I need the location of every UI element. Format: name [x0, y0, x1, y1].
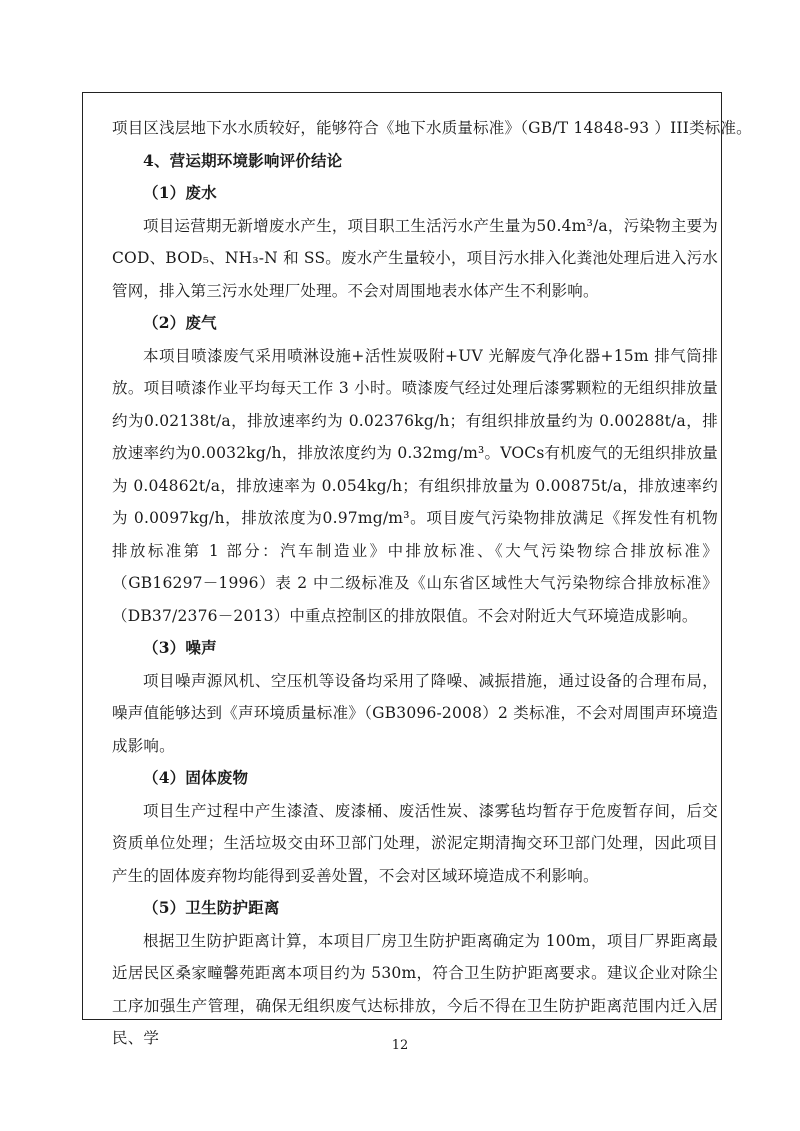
solid-waste-heading: （4）固体废物 [143, 768, 249, 787]
solid-waste-paragraph: 项目生产过程中产生漆渣、废漆桶、废活性炭、漆雾毡均暂存于危废暂存间，后交资质单位处理；生活垃圾交由环卫部门处理，淤泥定期清掏交环卫部门处理，因此项目产生的固体废弃物均能得到妥善处置，不会对区域环境造成不利影响。 [112, 801, 718, 885]
document-body [112, 112, 752, 1055]
noise-heading: （3）噪声 [143, 638, 217, 657]
protection-distance-paragraph: 根据卫生防护距离计算，本项目厂房卫生防护距离确定为 100m，项目厂界距离最近居民区桑家疃馨苑距离本项目约为 530m，符合卫生防护距离要求。建议企业对除尘工序加强生产管理，确保无组织废气达标排放，今后不得在卫生防护距离范围内迁入居民、学 [112, 931, 718, 1047]
noise-paragraph: 项目噪声源风机、空压机等设备均采用了降噪、减振措施，通过设备的合理布局，噪声值能够达到《声环境质量标准》（GB3096-2008）2 类标准，不会对周围声环境造成影响。 [112, 671, 718, 755]
section-4-heading: 4、营运期环境影响评价结论 [143, 150, 343, 170]
air-paragraph: 本项目喷漆废气采用喷淋设施+活性炭吸附+UV 光解废气净化器+15m 排气筒排放。项目喷漆作业平均每天工作 3 小时。喷漆废气经过处理后漆雾颗粒的无组织排放量约为0.02138t/a，排放速率约为 0.02376kg/h；有组织排放量约为 0.00288t/a，排放速率约为0.0032kg/h，排放浓度约为 0.32mg/m³。VOCs有机废气的无组织排放量为 0.04862t/a，排放速率为 0.054kg/h；有组织排放量为 0.00875t/a，排放速率约为 0.0097kg/h，排放浓度为0.97mg/m³。项目废气污染物排放满足《挥发性有机物排放标准第 1 部分：汽车制造业》中排放标准、《大气污染物综合排放标准》（GB16297－1996）表 2 中二级标准及《山东省区域性大气污染物综合排放标准》（DB37/2376－2013）中重点控制区的排放限值。不会对附近大气环境造成影响。 [112, 346, 718, 625]
protection-distance-heading: （5）卫生防护距离 [143, 898, 280, 917]
page-number: 12 [391, 1038, 409, 1053]
air-heading: （2）废气 [143, 313, 217, 332]
wastewater-paragraph: 项目运营期无新增废水产生，项目职工生活污水产生量为50.4m³/a，污染物主要为COD、BOD₅、NH₃-N 和 SS。废水产生量较小，项目污水排入化粪池处理后进入污水管网，排入第三污水处理厂处理。不会对周围地表水体产生不利影响。 [112, 216, 718, 300]
wastewater-heading: （1）废水 [143, 183, 217, 202]
groundwater-conclusion-line: 项目区浅层地下水水质较好，能够符合《地下水质量标准》（GB/T 14848-93 ）III类标准。 [112, 119, 752, 137]
